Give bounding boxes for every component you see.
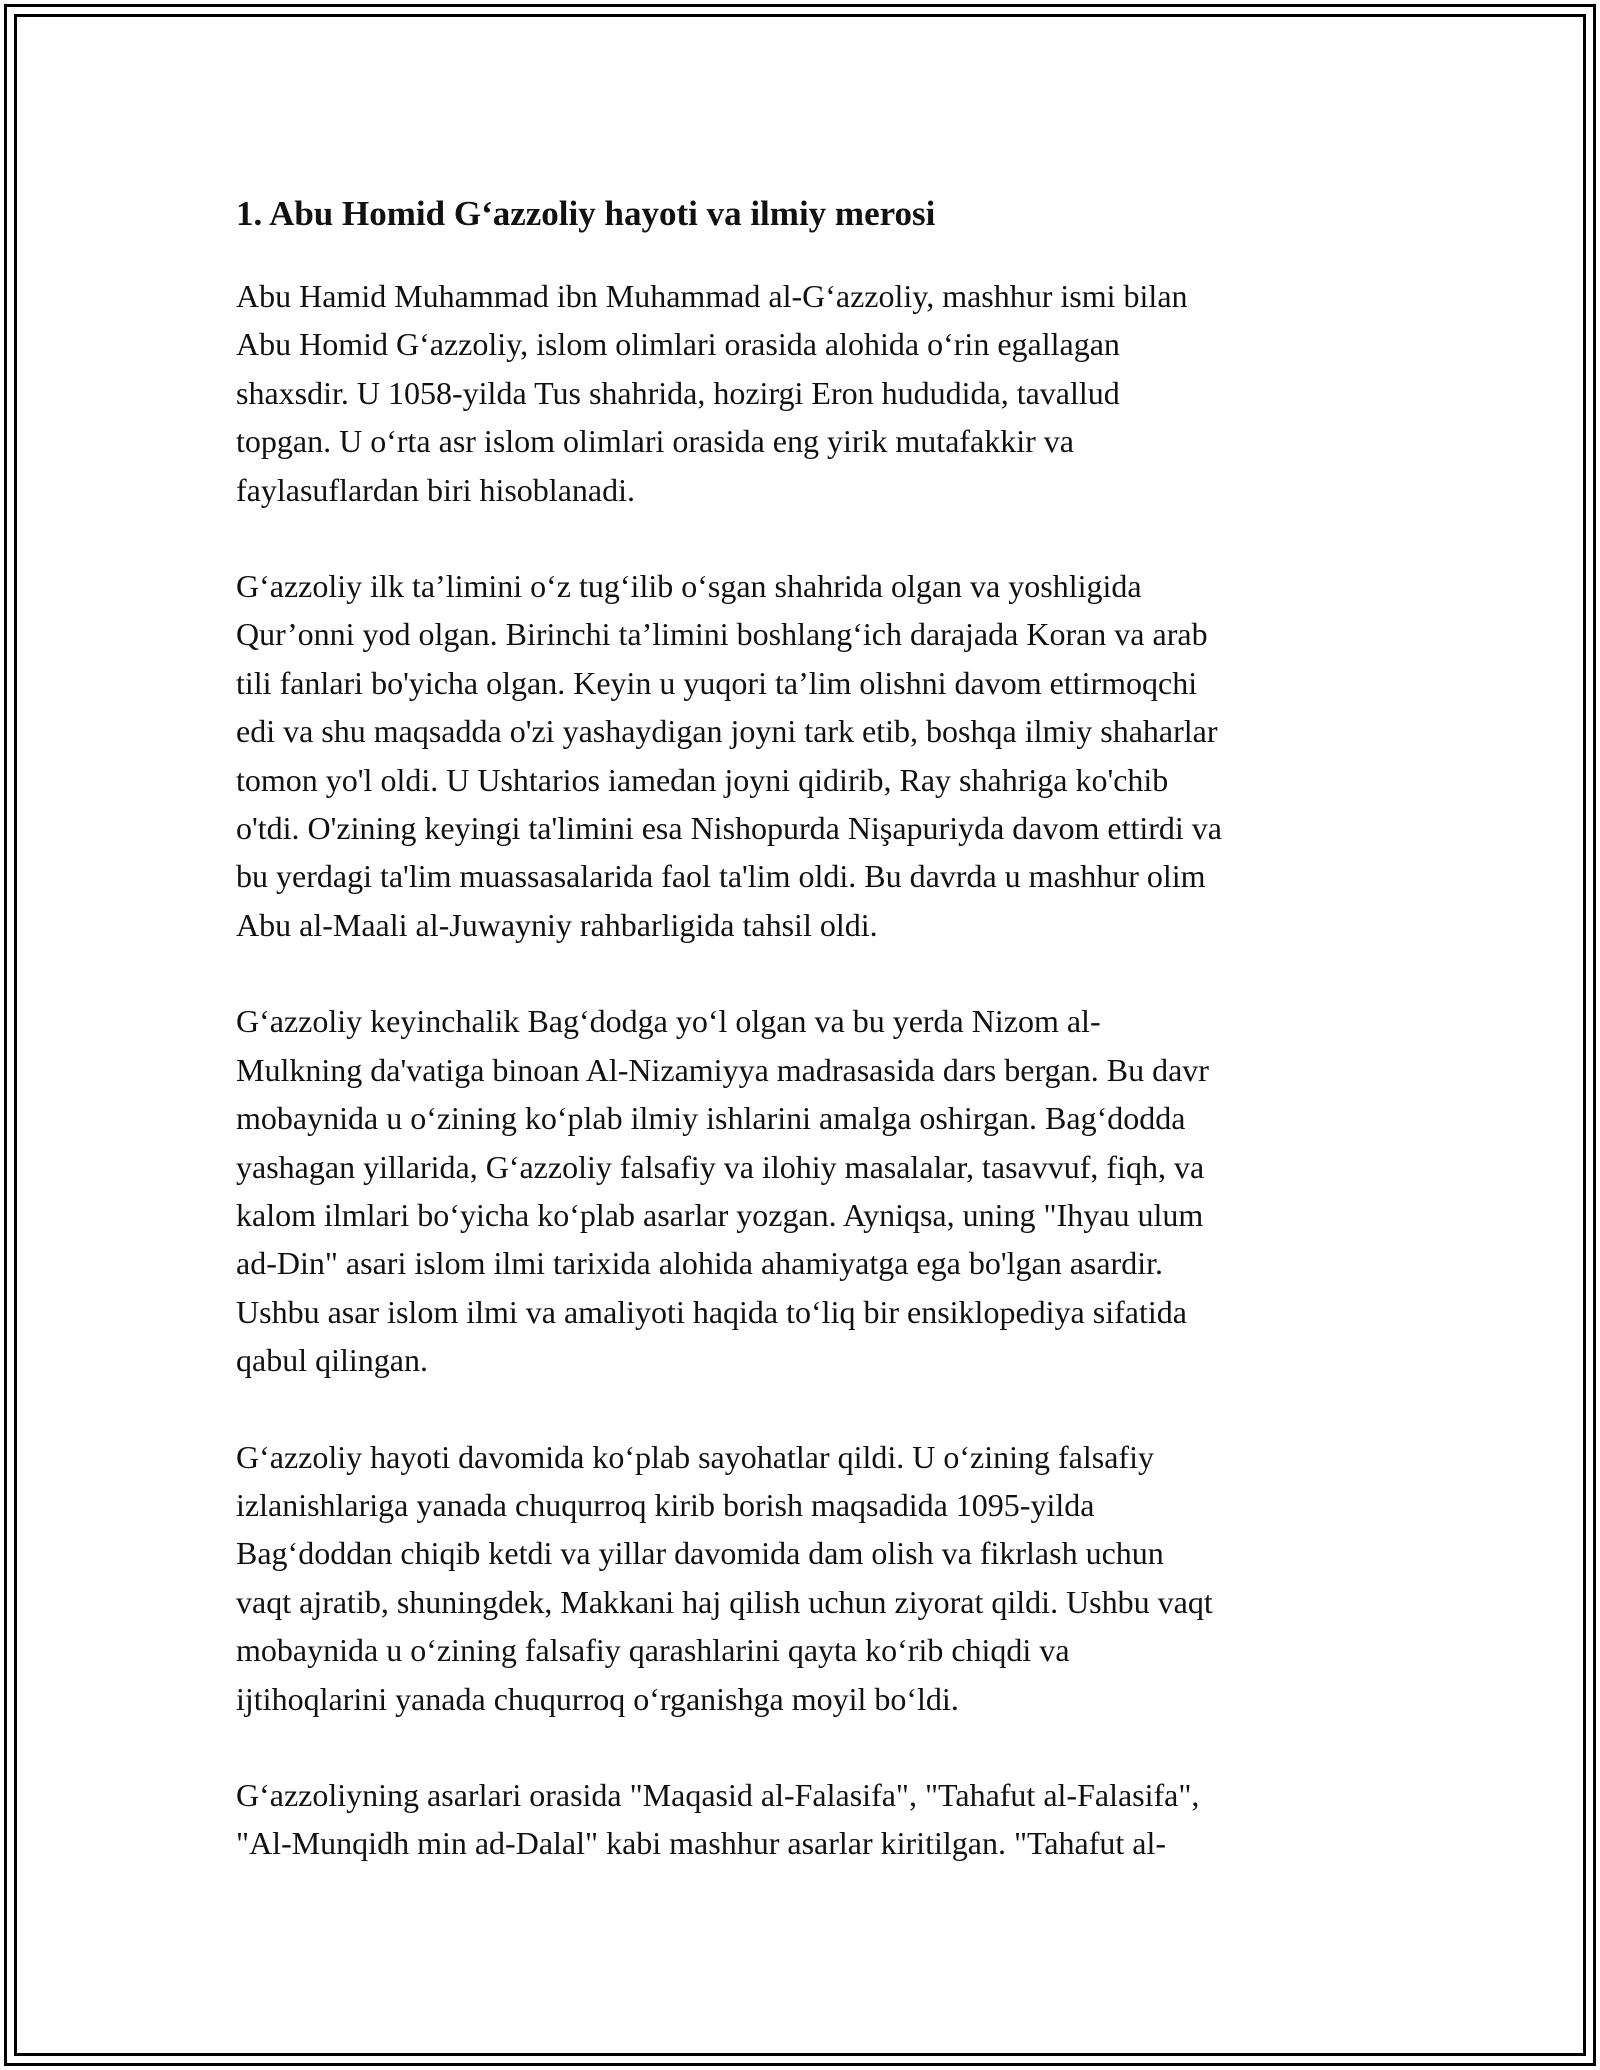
- body-paragraph: [236, 1771, 1386, 1868]
- text-line: faylasuflardan biri hisoblanadi.: [236, 471, 635, 508]
- text-line: edi va shu maqsadda o'zi yashaydigan joyni tark etib, boshqa ilmiy shaharlar: [236, 713, 1218, 750]
- text-line: o'tdi. O'zining keyingi ta'limini esa Nishopurda Nişapuriyda davom ettirdi va: [236, 810, 1222, 847]
- text-line: qabul qilingan.: [236, 1342, 428, 1379]
- text-line: kalom ilmlari bo‘yicha ko‘plab asarlar yozgan. Ayniqsa, uning "Ihyau ulum: [236, 1196, 1204, 1233]
- text-line: Abu Hamid Muhammad ibn Muhammad al-G‘azzoliy, mashhur ismi bilan: [236, 278, 1188, 314]
- document-body: [236, 186, 1386, 1868]
- text-line: Abu al-Maali al-Juwayniy rahbarligida tahsil oldi.: [236, 906, 878, 943]
- body-paragraph: [236, 562, 1386, 949]
- text-line: yashagan yillarida, G‘azzoliy falsafiy va ilohiy masalalar, tasavvuf, fiqh, va: [236, 1148, 1205, 1185]
- text-line: izlanishlariga yanada chuqurroq kirib borish maqsadida 1095-yilda: [236, 1486, 1095, 1523]
- text-line: G‘azzoliyning asarlari orasida "Maqasid al-Falasifa", "Tahafut al-Falasifa",: [236, 1776, 1200, 1813]
- text-line: tomon yo'l oldi. U Ushtarios iamedan joyni qidirib, Ray shahriga ko'chib: [236, 761, 1169, 798]
- text-line: Ushbu asar islom ilmi va amaliyoti haqida to‘liq bir ensiklopediya sifatida: [236, 1293, 1187, 1330]
- text-line: "Al-Munqidh min ad-Dalal" kabi mashhur asarlar kiritilgan. "Tahafut al-: [236, 1825, 1167, 1862]
- text-line: G‘azzoliy hayoti davomida ko‘plab sayohatlar qildi. U o‘zining falsafiy: [236, 1438, 1154, 1475]
- text-line: mobaynida u o‘zining ko‘plab ilmiy ishlarini amalga oshirgan. Bag‘dodda: [236, 1100, 1186, 1137]
- text-line: tili fanlari bo'yicha olgan. Keyin u yuqori ta’lim olishni davom ettirmoqchi: [236, 664, 1198, 701]
- text-line: G‘azzoliy ilk ta’limini o‘z tug‘ilib o‘sgan shahrida olgan va yoshligida: [236, 568, 1142, 605]
- text-line: Abu Homid G‘azzoliy, islom olimlari orasida alohida o‘rin egallagan: [236, 326, 1120, 363]
- body-paragraph: [236, 1433, 1386, 1723]
- section-heading: 1. Abu Homid G‘azzoliy hayoti va ilmiy merosi: [236, 194, 936, 233]
- paragraph-list: [236, 272, 1386, 1868]
- text-line: Qur’onni yod olgan. Birinchi ta’limini boshlang‘ich darajada Koran va arab: [236, 616, 1208, 653]
- body-paragraph: [236, 997, 1386, 1384]
- text-line: mobaynida u o‘zining falsafiy qarashlarini qayta ko‘rib chiqdi va: [236, 1632, 1070, 1669]
- text-line: bu yerdagi ta'lim muassasalarida faol ta'lim oldi. Bu davrda u mashhur olim: [236, 858, 1206, 895]
- text-line: Bag‘doddan chiqib ketdi va yillar davomida dam olish va fikrlash uchun: [236, 1535, 1164, 1572]
- text-line: ijtihoqlarini yanada chuqurroq o‘rganishga moyil bo‘ldi.: [236, 1680, 959, 1717]
- text-line: Mulkning da'vatiga binoan Al-Nizamiyya madrasasida dars bergan. Bu davr: [236, 1051, 1209, 1088]
- body-paragraph: [236, 272, 1386, 514]
- text-line: shaxsdir. U 1058-yilda Tus shahrida, hozirgi Eron hududida, tavallud: [236, 374, 1120, 411]
- text-line: vaqt ajratib, shuningdek, Makkani haj qilish uchun ziyorat qildi. Ushbu vaqt: [236, 1583, 1213, 1620]
- text-line: G‘azzoliy keyinchalik Bag‘dodga yo‘l olgan va bu yerda Nizom al-: [236, 1003, 1101, 1040]
- text-line: topgan. U o‘rta asr islom olimlari orasida eng yirik mutafakkir va: [236, 423, 1074, 460]
- text-line: ad-Din" asari islom ilmi tarixida alohida ahamiyatga ega bo'lgan asardir.: [236, 1245, 1163, 1282]
